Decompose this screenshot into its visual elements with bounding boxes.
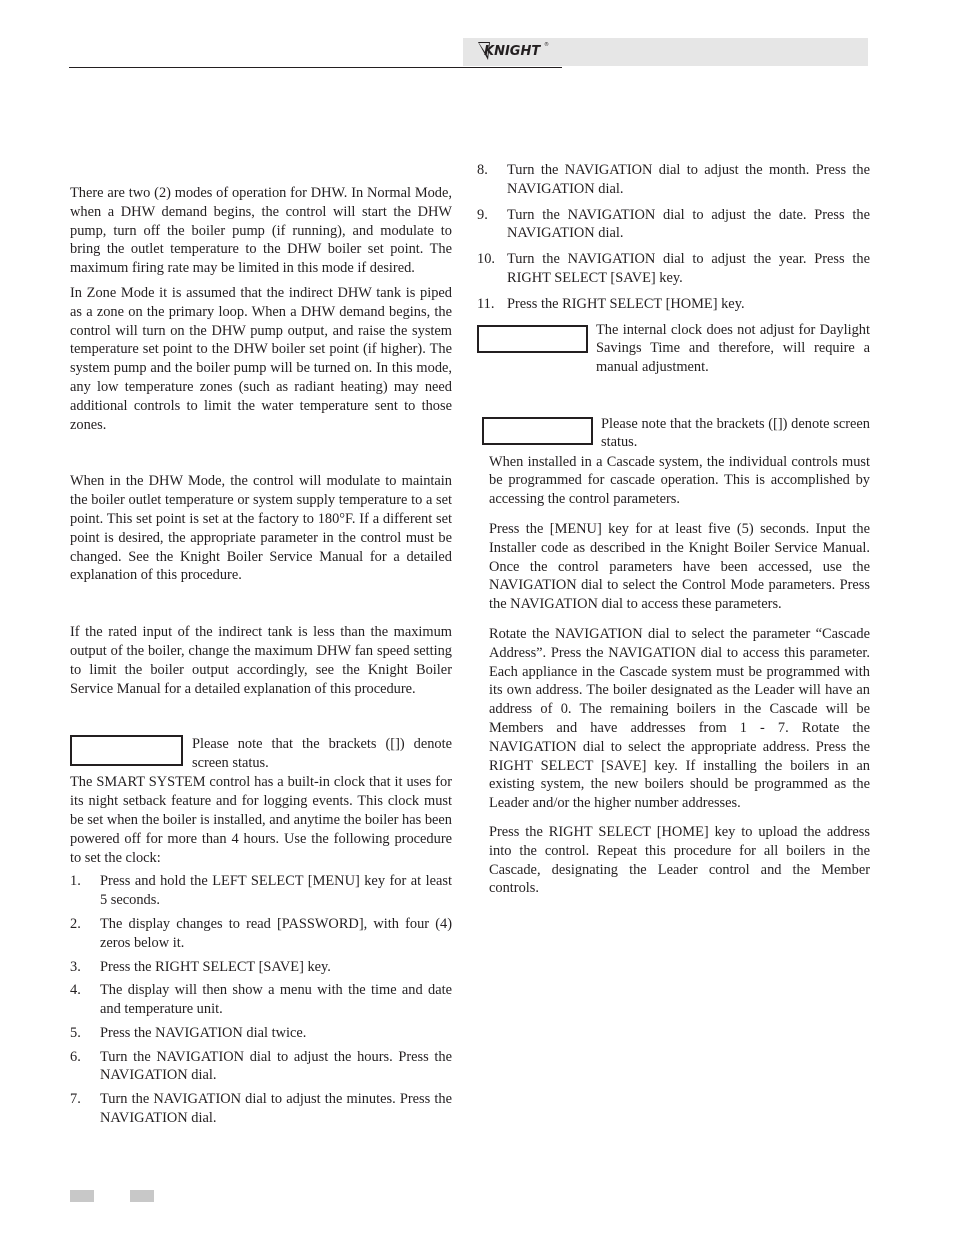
step-number: 6.	[70, 1048, 81, 1065]
step-item	[477, 250, 870, 288]
step-number: 5.	[70, 1024, 81, 1041]
step-text: Turn the NAVIGATION dial to adjust the year. Press the RIGHT SELECT [SAVE] key.	[507, 251, 870, 286]
left-note-box	[70, 735, 183, 766]
right-steps-list	[477, 161, 870, 314]
step-text: Turn the NAVIGATION dial to adjust the hours. Press the NAVIGATION dial.	[100, 1048, 452, 1084]
left-bracket-note: Please note that the brackets ([]) denote screen status.	[192, 736, 452, 772]
right-column	[477, 161, 870, 898]
step-item	[70, 1048, 452, 1086]
right-clock-note-row	[477, 321, 870, 377]
dhw-modes-para-1: There are two (2) modes of operation for DHW. In Normal Mode, when a DHW demand begins, the control will start the DHW pump, turn off the boiler pump (if running), and modulate to bring the outlet temperature to the DHW boiler set point. The maximum firing rate may be limited in this mode if desired.	[70, 185, 452, 277]
step-number: 11.	[477, 295, 495, 312]
footer-marker-left	[70, 1190, 94, 1202]
step-item	[477, 161, 870, 199]
step-text: The display changes to read [PASSWORD], with four (4) zeros below it.	[100, 915, 452, 951]
step-number: 9.	[477, 206, 488, 223]
step-text: Turn the NAVIGATION dial to adjust the month. Press the NAVIGATION dial.	[507, 162, 870, 197]
step-number: 2.	[70, 915, 81, 932]
cascade-para-4: Press the RIGHT SELECT [HOME] key to upload the address into the control. Repeat this procedure for all boilers in the Cascade, designating the Leader control and the Member controls.	[489, 823, 870, 897]
left-steps-list	[70, 872, 452, 1128]
step-text: Press the RIGHT SELECT [HOME] key.	[507, 295, 745, 312]
step-number: 1.	[70, 873, 81, 890]
dhw-fan-para: If the rated input of the indirect tank is less than the maximum output of the boiler, change the maximum DHW fan speed setting to limit the boiler output accordingly, see the Knight Boiler Service Manual for a detailed explanation of this procedure.	[70, 624, 452, 697]
step-item	[70, 981, 452, 1019]
right-bracket-note-box	[482, 417, 593, 445]
step-text: Press and hold the LEFT SELECT [MENU] key for at least 5 seconds.	[100, 873, 452, 909]
step-item	[70, 915, 452, 953]
logo-brand-text: KNIGHT	[484, 44, 541, 59]
cascade-para-1: When installed in a Cascade system, the individual controls must be programmed for cascade operation. This is accomplished by accessing the control parameters.	[489, 453, 870, 508]
step-item	[70, 1090, 452, 1128]
step-number: 7.	[70, 1091, 81, 1108]
step-item	[70, 958, 452, 977]
step-item	[70, 872, 452, 910]
step-item	[477, 295, 870, 314]
header-rule	[69, 67, 562, 68]
step-item	[70, 1024, 452, 1043]
step-text: Press the RIGHT SELECT [SAVE] key.	[100, 958, 331, 975]
knight-logo	[476, 38, 550, 64]
right-bracket-note: Please note that the brackets ([]) denote screen status.	[601, 415, 870, 451]
clock-para: The SMART SYSTEM control has a built-in clock that it uses for its night setback feature and for logging events. This clock must be set when the boiler is installed, and anytime the boiler has been powered off for more than 4 hours. Use the following procedure to set the clock:	[70, 774, 452, 866]
step-text: Press the NAVIGATION dial twice.	[100, 1024, 307, 1041]
step-text: Turn the NAVIGATION dial to adjust the minutes. Press the NAVIGATION dial.	[100, 1091, 452, 1127]
step-text: Turn the NAVIGATION dial to adjust the date. Press the NAVIGATION dial.	[507, 206, 870, 242]
step-item	[477, 206, 870, 244]
cascade-para-3: Rotate the NAVIGATION dial to select the parameter “Cascade Address”. Press the NAVIGATION dial to access this parameter. Each appliance in the Cascade system must be programmed with its own address. The boiler designated as the Leader will have an address of 0. The remaining boilers in the Cascade will be Members and have addresses from 1 - 7. Rotate the NAVIGATION dial to select the appropriate address. Press the RIGHT SELECT [SAVE] key. If installing the boilers in an existing system, the new boilers should be programmed as the Leader and/or the higher number addresses.	[489, 625, 870, 812]
left-note-row	[70, 735, 452, 773]
step-number: 4.	[70, 982, 81, 999]
cascade-para-2: Press the [MENU] key for at least five (5) seconds. Input the Installer code as described in the Knight Boiler Service Manual. Once the control parameters have been accessed, use the NAVIGATION dial to select the Control Mode parameters. Press the NAVIGATION dial to access these parameters.	[489, 520, 870, 613]
footer-marker-right	[130, 1190, 154, 1202]
right-clock-note-box	[477, 325, 588, 353]
left-column	[70, 184, 452, 1128]
step-number: 10.	[477, 251, 495, 268]
right-bracket-note-row	[477, 415, 870, 453]
step-text: The display will then show a menu with the time and date and temperature unit.	[100, 982, 452, 1018]
cascade-section	[489, 453, 870, 899]
clock-note: The internal clock does not adjust for Daylight Savings Time and therefore, will require a manual adjustment.	[596, 321, 870, 376]
logo-trademark: ®	[544, 42, 549, 48]
step-number: 8.	[477, 162, 488, 178]
dhw-setpoint-para: When in the DHW Mode, the control will modulate to maintain the boiler outlet temperature or system supply temperature to a set point. This set point is set at the factory to 180°F. If a different set point is desired, the appropriate parameter in the control must be changed. See the Knight Boiler Service Manual for a detailed explanation of this procedure.	[70, 473, 452, 584]
step-number: 3.	[70, 958, 81, 975]
dhw-modes-para-2: In Zone Mode it is assumed that the indirect DHW tank is piped as a zone on the primary loop. When a DHW demand begins, the control will turn on the DHW pump output, and raise the system temperature set point to the DHW boiler set point (if higher). The system pump and the boiler pump will be turned on. In this mode, any low temperature zones (such as radiant heating) may need additional controls to limit the water temperature sent to those zones.	[70, 284, 452, 433]
